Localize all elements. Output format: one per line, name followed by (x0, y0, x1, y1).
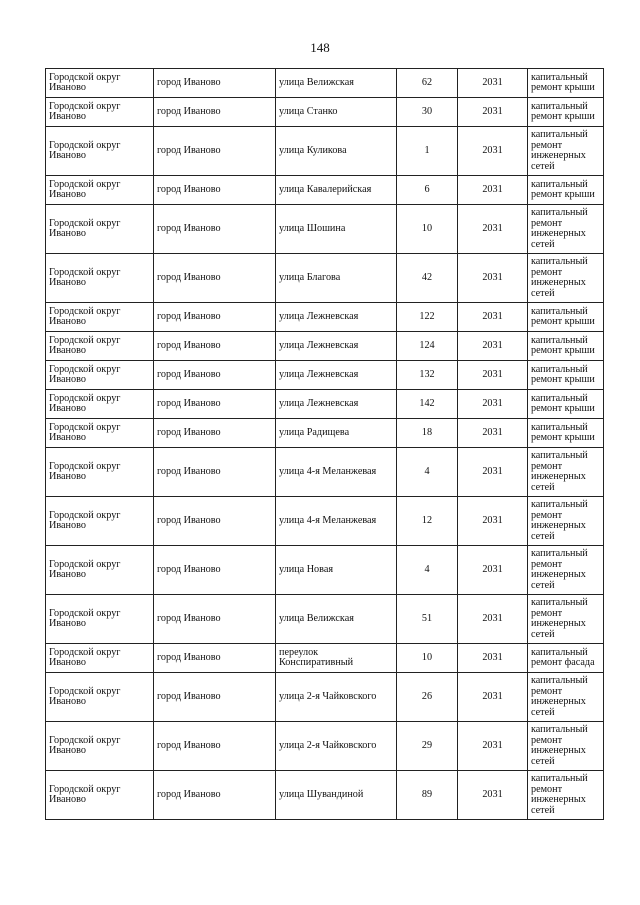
house-number-cell: 4 (397, 546, 458, 595)
street-cell: улица 2-я Чайковского (276, 722, 397, 771)
city-cell: город Иваново (154, 644, 276, 673)
city-cell: город Иваново (154, 332, 276, 361)
city-cell: город Иваново (154, 673, 276, 722)
house-number-cell: 51 (397, 595, 458, 644)
house-number-cell: 62 (397, 69, 458, 98)
okrug-cell: Городской округ Иваново (46, 546, 154, 595)
page-number: 148 (310, 40, 330, 55)
table-row (46, 361, 604, 390)
year-cell: 2031 (458, 448, 528, 497)
street-cell: улица Велижская (276, 69, 397, 98)
work-type-cell: капитальный ремонт инженерных сетей (528, 771, 604, 820)
street-cell: улица Лежневская (276, 390, 397, 419)
street-cell: улица Новая (276, 546, 397, 595)
house-number-cell: 124 (397, 332, 458, 361)
street-cell: улица 4-я Меланжевая (276, 497, 397, 546)
house-number-cell: 42 (397, 254, 458, 303)
city-cell: город Иваново (154, 361, 276, 390)
table-row (46, 546, 604, 595)
okrug-cell: Городской округ Иваново (46, 332, 154, 361)
year-cell: 2031 (458, 303, 528, 332)
year-cell: 2031 (458, 390, 528, 419)
table-row (46, 448, 604, 497)
table-row (46, 98, 604, 127)
city-cell: город Иваново (154, 595, 276, 644)
house-number-cell: 4 (397, 448, 458, 497)
work-type-cell: капитальный ремонт крыши (528, 176, 604, 205)
year-cell: 2031 (458, 595, 528, 644)
okrug-cell: Городской округ Иваново (46, 390, 154, 419)
table-row (46, 69, 604, 98)
work-type-cell: капитальный ремонт фасада (528, 644, 604, 673)
city-cell: город Иваново (154, 390, 276, 419)
house-number-cell: 89 (397, 771, 458, 820)
house-number-cell: 29 (397, 722, 458, 771)
city-cell: город Иваново (154, 98, 276, 127)
work-type-cell: капитальный ремонт инженерных сетей (528, 448, 604, 497)
city-cell: город Иваново (154, 176, 276, 205)
okrug-cell: Городской округ Иваново (46, 419, 154, 448)
year-cell: 2031 (458, 332, 528, 361)
work-type-cell: капитальный ремонт инженерных сетей (528, 673, 604, 722)
house-number-cell: 26 (397, 673, 458, 722)
street-cell: улица Шувандиной (276, 771, 397, 820)
city-cell: город Иваново (154, 303, 276, 332)
table-row (46, 332, 604, 361)
street-cell: улица 2-я Чайковского (276, 673, 397, 722)
work-type-cell: капитальный ремонт крыши (528, 332, 604, 361)
table-row (46, 771, 604, 820)
work-type-cell: капитальный ремонт крыши (528, 419, 604, 448)
year-cell: 2031 (458, 254, 528, 303)
house-number-cell: 142 (397, 390, 458, 419)
table-row (46, 419, 604, 448)
okrug-cell: Городской округ Иваново (46, 361, 154, 390)
table-row (46, 497, 604, 546)
house-number-cell: 132 (397, 361, 458, 390)
city-cell: город Иваново (154, 722, 276, 771)
work-type-cell: капитальный ремонт инженерных сетей (528, 722, 604, 771)
okrug-cell: Городской округ Иваново (46, 595, 154, 644)
house-number-cell: 12 (397, 497, 458, 546)
okrug-cell: Городской округ Иваново (46, 127, 154, 176)
okrug-cell: Городской округ Иваново (46, 673, 154, 722)
work-type-cell: капитальный ремонт инженерных сетей (528, 205, 604, 254)
street-cell: улица Станко (276, 98, 397, 127)
table-row (46, 254, 604, 303)
city-cell: город Иваново (154, 205, 276, 254)
year-cell: 2031 (458, 771, 528, 820)
city-cell: город Иваново (154, 546, 276, 595)
street-cell: улица Радищева (276, 419, 397, 448)
table-body (46, 69, 604, 820)
okrug-cell: Городской округ Иваново (46, 497, 154, 546)
house-number-cell: 122 (397, 303, 458, 332)
year-cell: 2031 (458, 419, 528, 448)
street-cell: улица Велижская (276, 595, 397, 644)
year-cell: 2031 (458, 176, 528, 205)
street-cell: улица Благова (276, 254, 397, 303)
work-type-cell: капитальный ремонт крыши (528, 69, 604, 98)
program-table (45, 68, 604, 820)
street-cell: улица Кавалерийская (276, 176, 397, 205)
house-number-cell: 10 (397, 644, 458, 673)
table-row (46, 673, 604, 722)
year-cell: 2031 (458, 205, 528, 254)
okrug-cell: Городской округ Иваново (46, 98, 154, 127)
year-cell: 2031 (458, 69, 528, 98)
city-cell: город Иваново (154, 497, 276, 546)
okrug-cell: Городской округ Иваново (46, 176, 154, 205)
street-cell: улица Шошина (276, 205, 397, 254)
okrug-cell: Городской округ Иваново (46, 644, 154, 673)
work-type-cell: капитальный ремонт крыши (528, 361, 604, 390)
street-cell: улица 4-я Меланжевая (276, 448, 397, 497)
work-type-cell: капитальный ремонт крыши (528, 390, 604, 419)
street-cell: улица Лежневская (276, 303, 397, 332)
table-row (46, 644, 604, 673)
okrug-cell: Городской округ Иваново (46, 69, 154, 98)
okrug-cell: Городской округ Иваново (46, 771, 154, 820)
okrug-cell: Городской округ Иваново (46, 254, 154, 303)
work-type-cell: капитальный ремонт инженерных сетей (528, 595, 604, 644)
table-row (46, 127, 604, 176)
work-type-cell: капитальный ремонт инженерных сетей (528, 497, 604, 546)
work-type-cell: капитальный ремонт инженерных сетей (528, 254, 604, 303)
year-cell: 2031 (458, 361, 528, 390)
city-cell: город Иваново (154, 69, 276, 98)
work-type-cell: капитальный ремонт крыши (528, 303, 604, 332)
table-row (46, 176, 604, 205)
street-cell: улица Лежневская (276, 361, 397, 390)
city-cell: город Иваново (154, 254, 276, 303)
house-number-cell: 30 (397, 98, 458, 127)
city-cell: город Иваново (154, 127, 276, 176)
table-row (46, 722, 604, 771)
year-cell: 2031 (458, 644, 528, 673)
city-cell: город Иваново (154, 448, 276, 497)
house-number-cell: 1 (397, 127, 458, 176)
house-number-cell: 6 (397, 176, 458, 205)
okrug-cell: Городской округ Иваново (46, 303, 154, 332)
year-cell: 2031 (458, 497, 528, 546)
work-type-cell: капитальный ремонт инженерных сетей (528, 546, 604, 595)
street-cell: улица Куликова (276, 127, 397, 176)
work-type-cell: капитальный ремонт инженерных сетей (528, 127, 604, 176)
table-row (46, 205, 604, 254)
table-row (46, 303, 604, 332)
work-type-cell: капитальный ремонт крыши (528, 98, 604, 127)
year-cell: 2031 (458, 98, 528, 127)
table-row (46, 390, 604, 419)
year-cell: 2031 (458, 546, 528, 595)
house-number-cell: 18 (397, 419, 458, 448)
year-cell: 2031 (458, 722, 528, 771)
year-cell: 2031 (458, 127, 528, 176)
city-cell: город Иваново (154, 771, 276, 820)
house-number-cell: 10 (397, 205, 458, 254)
table-row (46, 595, 604, 644)
year-cell: 2031 (458, 673, 528, 722)
street-cell: переулок Конспиративный (276, 644, 397, 673)
okrug-cell: Городской округ Иваново (46, 448, 154, 497)
okrug-cell: Городской округ Иваново (46, 722, 154, 771)
city-cell: город Иваново (154, 419, 276, 448)
street-cell: улица Лежневская (276, 332, 397, 361)
okrug-cell: Городской округ Иваново (46, 205, 154, 254)
